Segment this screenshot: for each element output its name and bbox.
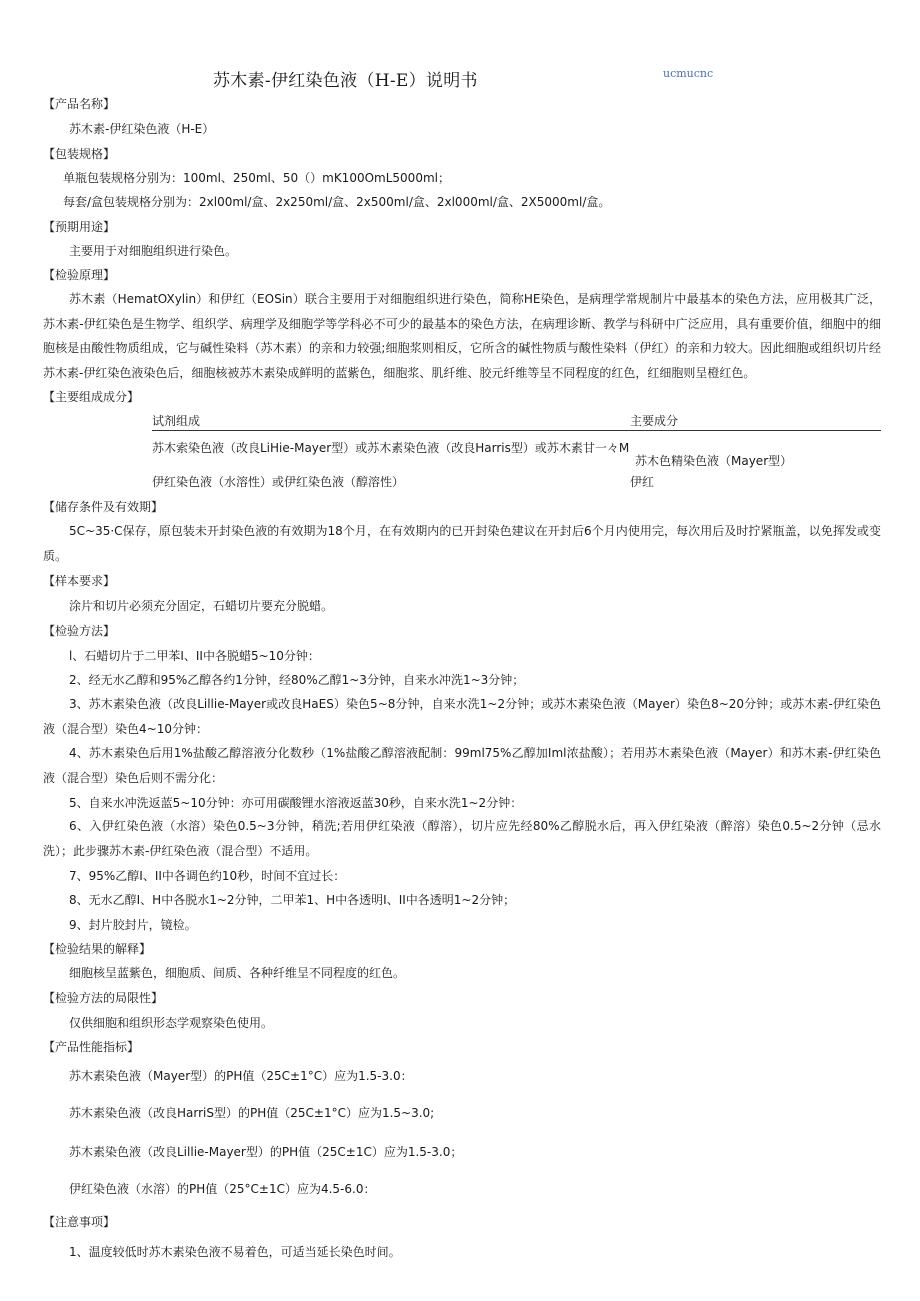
packaging-line-set: 每套/盒包装规格分别为：2xl00ml/盒、2x250ml/盒、2x500ml/盒、2xl000ml/盒、2X5000ml/盒。 [63, 195, 611, 209]
method-step-1: l、石蜡切片于二甲苯I、II中各脱蜡5~10分钟： [69, 649, 320, 663]
section-heading-limitations: 【检验方法的局限性】 [43, 991, 164, 1005]
performance-item-4: 伊红染色液（水溶）的PH值（25°C±1C）应为4.5-6.0： [69, 1182, 376, 1196]
performance-item-3: 苏木素染色液（改良Lillie-Mayer型）的PH值（25C±1C）应为1.5-3.0； [69, 1145, 463, 1159]
section-heading-packaging: 【包装规格】 [43, 147, 116, 161]
section-heading-interpretation: 【检验结果的解释】 [43, 942, 152, 956]
method-step-8: 8、无水乙醇I、H中各脱水1~2分钟，二甲苯1、H中各透明I、II中各透明1~2分钟； [69, 893, 516, 907]
notes-item-1: 1、温度较低时苏木素染色液不易着色，可适当延长染色时间。 [69, 1245, 401, 1259]
product-name-text: 苏木素-伊红染色液（H-E） [69, 122, 215, 136]
principle-paragraph: 苏木素（HematOXylin）和伊红（EOSin）联合主要用于对细胞组织进行染色，简称HE染色，是病理学常规制片中最基本的染色方法，应用极其广泛，苏木素-伊红染色是生物学、组织学、病理学及细胞学等学科必不可少的最基本的染色方法，在病理诊断、教学与科研中广泛应用，具有重要价值，细胞中的细胞核是由酸性物质组成，它与碱性染料（苏木素）的亲和力较强;细胞浆则相反，它所含的碱性物质与酸性染料（伊红）的亲和力较大。因此细胞或组织切片经苏木素-伊红染色液染色后，细胞核被苏木素染成鲜明的蓝紫色，细胞浆、肌纤维、胶元纤维等呈不同程度的红色，红细胞则呈橙红色。 [43, 292, 881, 380]
intended-use-text: 主要用于对细胞组织进行染色。 [69, 244, 238, 258]
sample-text: 涂片和切片必须充分固定，石蜡切片要充分脱蜡。 [69, 599, 334, 613]
interpretation-text: 细胞核呈蓝紫色，细胞质、间质、各种纤维呈不同程度的红色。 [69, 966, 406, 980]
section-heading-components: 【主要组成成分】 [43, 390, 140, 404]
method-step-4: 4、苏木素染色后用1%盐酸乙醇溶液分化数秒（1%盐酸乙醇溶液配制：99ml75%乙醇加Iml浓盐酸）；若用苏木素染色液（Mayer）和苏木素-伊红染色液（混合型）染色后则不需分化： [43, 746, 881, 785]
storage-paragraph: 5C~35·C保存，原包装未开封染色液的有效期为18个月，在有效期内的已开封染色建议在开封后6个月内使用完，每次用后及时拧紧瓶盖，以免挥发或变质。 [43, 524, 881, 563]
packaging-line-single: 单瓶包装规格分别为：100ml、250ml、50（）mK100OmL5000ml； [63, 171, 450, 185]
section-heading-notes: 【注意事项】 [43, 1215, 116, 1229]
watermark-text: ucmucnc [663, 67, 714, 80]
section-heading-storage: 【储存条件及有效期】 [43, 500, 164, 514]
table-row-1-component: 苏木色精染色液（Mayer型） [635, 454, 793, 468]
table-row-2-reagent: 伊红染色液（水溶性）或伊红染色液（醇溶性） [152, 475, 405, 489]
method-step-2: 2、经无水乙醇和95%乙醇各约1分钟，经80%乙醇1~3分钟，自来水冲洗1~3分钟； [69, 673, 525, 687]
performance-item-1: 苏木素染色液（Mayer型）的PH值（25C±1°C）应为1.5-3.0： [69, 1069, 413, 1083]
table-row-1-reagent: 苏木索染色液（改良LiHie-Mayer型）或苏木素染色液（改良Harris型）或苏木素甘一々M [152, 441, 630, 455]
section-heading-performance: 【产品性能指标】 [43, 1040, 140, 1054]
section-heading-intended-use: 【预期用途】 [43, 220, 116, 234]
section-heading-method: 【检验方法】 [43, 624, 116, 638]
section-heading-product-name: 【产品名称】 [43, 97, 116, 111]
performance-item-2: 苏木素染色液（改良HarriS型）的PH值（25C±1°C）应为1.5~3.0; [69, 1106, 435, 1120]
table-header-rule [152, 430, 881, 431]
section-heading-sample: 【样本要求】 [43, 574, 116, 588]
table-header-reagent: 试剂组成 [152, 414, 201, 428]
section-heading-principle: 【检验原理】 [43, 268, 116, 282]
method-step-7: 7、95%乙醇I、II中各调色约10秒，时间不宜过长： [69, 869, 346, 883]
limitations-text: 仅供细胞和组织形态学观察染色使用。 [69, 1016, 274, 1030]
method-step-9: 9、封片胶封片，镜检。 [69, 918, 197, 932]
method-step-5: 5、自来水冲洗返蓝5~10分钟：亦可用碳酸锂水溶液返蓝30秒，自来水洗1~2分钟： [69, 796, 523, 810]
document-title: 苏木素-伊红染色液（H-E）说明书 [213, 71, 478, 91]
method-step-6: 6、入伊红染色液（水溶）染色0.5~3分钟，稍洗;若用伊红染液（醇溶），切片应先经80%乙醇脱水后，再入伊红染液（醉溶）染色0.5~2分钟（忌水洗）；此步骤苏木素-伊红染色液（混合型）不适用。 [43, 819, 881, 858]
table-header-component: 主要成分 [630, 414, 679, 428]
table-row-2-component: 伊红 [630, 475, 655, 489]
method-step-3: 3、苏木素染色液（改良Lillie-Mayer或改良HaES）染色5~8分钟，自来水洗1~2分钟；或苏木素染色液（Mayer）染色8~20分钟；或苏木素-伊红染色液（混合型）染色4~10分钟： [43, 697, 881, 736]
